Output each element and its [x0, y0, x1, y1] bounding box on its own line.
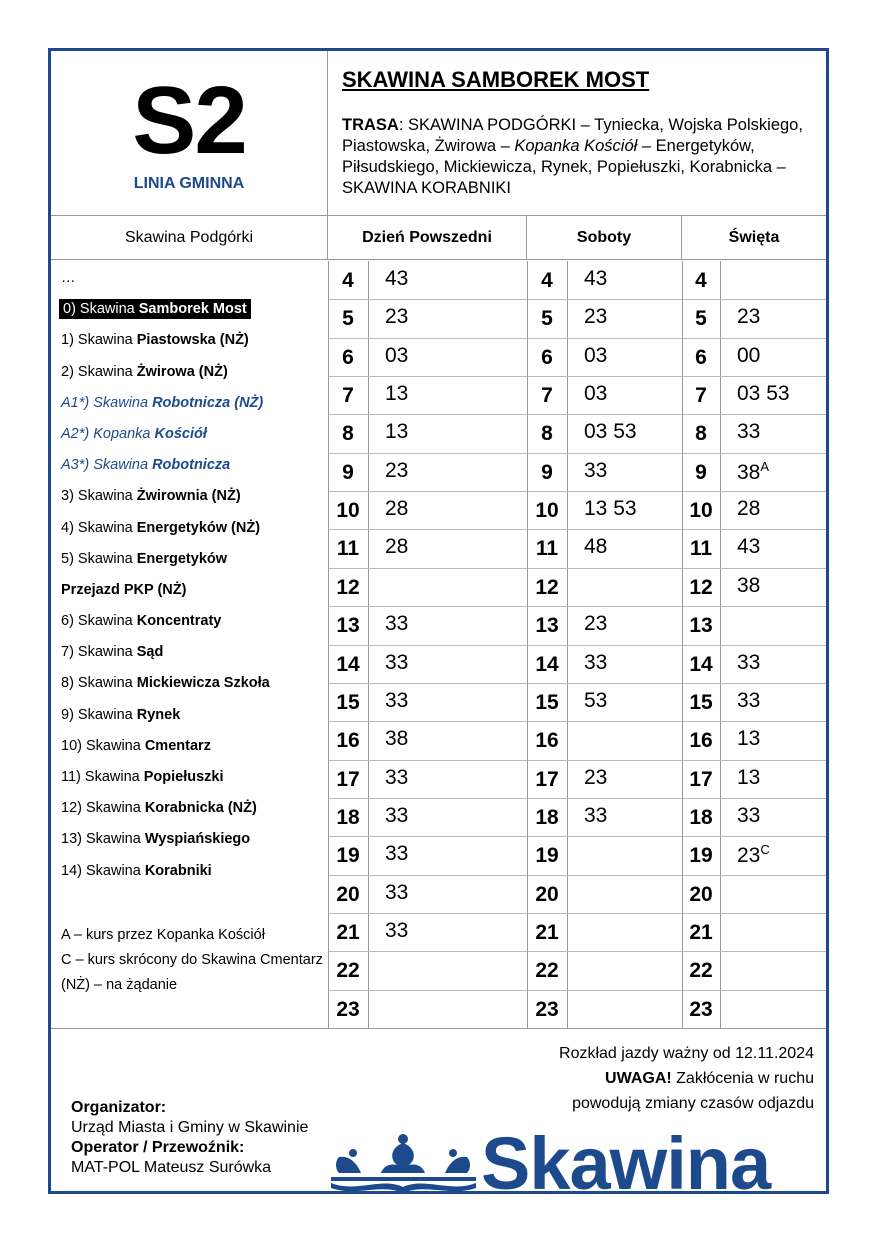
- row-divider: [683, 568, 826, 569]
- row-divider: [683, 951, 826, 952]
- row-divider: [528, 721, 682, 722]
- row-divider: [329, 491, 527, 492]
- departure-minutes: 33: [385, 803, 409, 827]
- stop-item: [61, 856, 326, 887]
- row-divider: [683, 836, 826, 837]
- row-divider: [329, 645, 527, 646]
- hour-label: 7: [695, 384, 707, 408]
- stop-item: [61, 793, 326, 824]
- hour-label: 20: [336, 882, 360, 906]
- row-divider: [528, 836, 682, 837]
- row-divider: [528, 645, 682, 646]
- hour-label: 20: [689, 882, 713, 906]
- hour-label: 13: [535, 614, 559, 638]
- departure-minutes: $38^A$: [737, 458, 770, 484]
- row-divider: [528, 529, 682, 530]
- row-divider: [329, 836, 527, 837]
- skawina-logo: [331, 1122, 826, 1194]
- departure-minutes: 33: [385, 842, 409, 866]
- departure-minutes: 33: [584, 650, 608, 674]
- stop-name: Energetyków: [136, 550, 228, 567]
- stop-prefix: 6) Skawina: [61, 613, 137, 630]
- hour-label: 8: [342, 422, 354, 446]
- departure-minutes: 23: [584, 612, 608, 636]
- departure-minutes: 23: [584, 305, 608, 329]
- route-description: [342, 115, 812, 199]
- stop-list: [61, 263, 326, 887]
- stop-item: [61, 481, 326, 512]
- row-divider: [329, 529, 527, 530]
- stop-item: [61, 388, 326, 419]
- hour-label: 11: [689, 537, 713, 561]
- stop-item: [61, 700, 326, 731]
- departure-minutes: 43: [584, 267, 608, 290]
- row-divider: [329, 299, 527, 300]
- hour-label: 21: [689, 920, 713, 944]
- route-text-2: – Energetyków, Piłsudskiego, Mickiewicza, Rynek, Popiełuszki, Korabnicka – SKAWINA KORABNIKI: [342, 137, 786, 197]
- hour-label: 16: [535, 729, 559, 753]
- row-divider: [329, 760, 527, 761]
- hour-label: 7: [342, 384, 354, 408]
- stop-prefix: 2) Skawina: [61, 363, 137, 380]
- stop-item: [61, 575, 326, 606]
- hour-label: 17: [535, 767, 559, 791]
- departure-minutes: 33: [385, 612, 409, 636]
- hour-label: 18: [535, 805, 559, 829]
- row-divider: [528, 568, 682, 569]
- hour-label: 9: [541, 460, 553, 484]
- hour-label: 23: [535, 997, 559, 1021]
- route-text-1: : SKAWINA PODGÓRKI – Tyniecka, Wojska Polskiego, Piastowska, Żwirowa –: [342, 116, 803, 155]
- operator-label: Operator / Przewoźnik:: [71, 1139, 245, 1156]
- divider: [328, 261, 329, 1028]
- hour-label: 9: [342, 460, 354, 484]
- valid-from: Rozkład jazdy ważny od 12.11.2024: [559, 1045, 814, 1062]
- crown-icon: [331, 1133, 476, 1194]
- row-divider: [329, 951, 527, 952]
- stop-name: Koncentraty: [136, 613, 222, 630]
- row-divider: [683, 529, 826, 530]
- hour-label: 12: [336, 575, 360, 599]
- hour-label: 9: [695, 460, 707, 484]
- stop-prefix: 8) Skawina: [61, 675, 137, 692]
- departure-minutes: 38: [737, 573, 761, 597]
- row-divider: [683, 990, 826, 991]
- stop-name: Korabnicka (NŻ): [144, 800, 257, 817]
- hour-label: 11: [535, 537, 559, 561]
- stop-item: [61, 731, 326, 762]
- row-divider: [528, 453, 682, 454]
- stop-prefix: …: [61, 270, 76, 286]
- hour-label: 23: [689, 997, 713, 1021]
- departure-minutes: 33: [737, 650, 761, 674]
- stop-prefix: 1) Skawina: [61, 332, 137, 349]
- column-holiday: Święta: [682, 216, 826, 260]
- stop-prefix: 12) Skawina: [61, 800, 145, 817]
- departure-minutes: 23: [584, 765, 608, 789]
- stop-item: [61, 762, 326, 793]
- hour-label: 22: [689, 959, 713, 983]
- departure-minutes: 23: [385, 305, 409, 329]
- row-divider: [683, 721, 826, 722]
- stop-name: Sąd: [136, 644, 164, 661]
- stop-prefix: 13) Skawina: [61, 831, 145, 848]
- line-number: S2: [132, 67, 246, 174]
- departure-minutes: 03: [584, 382, 608, 406]
- stop-name: Rynek: [136, 706, 181, 723]
- stop-name: Kościół: [154, 425, 207, 442]
- hour-label: 22: [535, 959, 559, 983]
- row-divider: [528, 798, 682, 799]
- hour-label: 10: [535, 499, 559, 523]
- row-divider: [683, 453, 826, 454]
- row-divider: [683, 338, 826, 339]
- stop-name: Popiełuszki: [143, 769, 224, 785]
- stop-item: [61, 325, 326, 356]
- departure-minutes: $23^C$: [737, 842, 770, 868]
- row-divider: [683, 760, 826, 761]
- departure-minutes: 03: [385, 343, 409, 367]
- row-divider: [329, 338, 527, 339]
- row-divider: [683, 875, 826, 876]
- hour-label: 19: [535, 844, 559, 868]
- departure-minutes: 03 53: [737, 382, 790, 406]
- operator-name: MAT-POL Mateusz Surówka: [71, 1159, 272, 1176]
- stop-header: [328, 51, 826, 216]
- stop-name: Korabniki: [144, 862, 212, 879]
- departure-minutes: 28: [385, 497, 409, 521]
- row-divider: [528, 491, 682, 492]
- divider: [51, 1028, 826, 1029]
- hour-label: 13: [689, 614, 713, 638]
- hour-label: 19: [689, 844, 713, 868]
- row-divider: [528, 606, 682, 607]
- hour-label: 21: [336, 920, 360, 944]
- row-divider: [528, 913, 682, 914]
- row-divider: [329, 721, 527, 722]
- footnote-marker: C: [760, 842, 770, 858]
- stop-prefix: 3) Skawina: [61, 488, 137, 505]
- stop-prefix: A1*) Skawina: [61, 394, 153, 411]
- departure-minutes: 33: [385, 918, 409, 942]
- departure-minutes: 33: [385, 688, 409, 712]
- row-divider: [329, 875, 527, 876]
- hour-label: 23: [336, 997, 360, 1021]
- stop-prefix: 4) Skawina: [61, 519, 137, 536]
- row-divider: [528, 338, 682, 339]
- stop-name: Cmentarz: [144, 737, 211, 754]
- departure-minutes: 33: [385, 880, 409, 904]
- hour-label: 10: [336, 499, 360, 523]
- warning-line-2: powodują zmiany czasów odjazdu: [572, 1095, 814, 1112]
- stop-name: Żwirowa (NŻ): [136, 363, 228, 380]
- stop-name: Energetyków (NŻ): [136, 519, 261, 536]
- row-divider: [528, 299, 682, 300]
- warning-line-1: [559, 1066, 814, 1091]
- hour-label: 12: [689, 575, 713, 599]
- warning-text-1: Zakłócenia w ruchu: [671, 1070, 814, 1087]
- hour-label: 15: [689, 690, 713, 714]
- departure-minutes: 13: [385, 382, 409, 406]
- stop-title: SKAWINA SAMBOREK MOST: [342, 67, 650, 92]
- hour-label: 21: [535, 920, 559, 944]
- stop-item: [61, 637, 326, 668]
- row-divider: [329, 990, 527, 991]
- departure-minutes: 33: [385, 650, 409, 674]
- row-divider: [528, 990, 682, 991]
- route-label: TRASA: [342, 116, 399, 134]
- row-divider: [683, 798, 826, 799]
- stop-name: Piastowska (NŻ): [136, 332, 249, 349]
- departure-minutes: 13: [737, 765, 761, 789]
- stop-name: Mickiewicza Szkoła: [136, 675, 270, 692]
- organizer-name: Urząd Miasta i Gminy w Skawinie: [71, 1119, 309, 1136]
- stop-name: Samborek Most: [138, 301, 247, 318]
- row-divider: [329, 606, 527, 607]
- footnote-marker: A: [760, 458, 770, 474]
- row-divider: [683, 683, 826, 684]
- hour-label: 7: [541, 384, 553, 408]
- stop-item: [61, 357, 326, 388]
- row-divider: [528, 951, 682, 952]
- departure-minutes: 33: [737, 803, 761, 827]
- departure-minutes: 23: [737, 305, 761, 329]
- hour-label: 18: [336, 805, 360, 829]
- hour-label: 8: [541, 422, 553, 446]
- stop-prefix: 9) Skawina: [61, 706, 137, 723]
- legend-note: A – kurs przez Kopanka Kościół: [61, 927, 265, 943]
- stop-prefix: 5) Skawina: [61, 550, 137, 567]
- current-stop-highlight: [59, 299, 251, 319]
- row-divider: [329, 376, 527, 377]
- hour-label: 5: [695, 307, 707, 331]
- hour-label: 10: [689, 499, 713, 523]
- stop-item: [61, 263, 326, 294]
- departure-minutes: 03 53: [584, 420, 637, 444]
- stop-name: Wyspiańskiego: [144, 831, 251, 848]
- hour-label: 12: [535, 575, 559, 599]
- hour-label: 6: [695, 345, 707, 369]
- row-divider: [683, 414, 826, 415]
- stop-item: [61, 668, 326, 699]
- column-weekday: Dzień Powszedni: [328, 216, 527, 260]
- row-divider: [329, 568, 527, 569]
- hour-label: 6: [541, 345, 553, 369]
- departure-minutes: 43: [385, 267, 409, 290]
- validity-note: [559, 1041, 814, 1116]
- departure-minutes: 13: [385, 420, 409, 444]
- departure-minutes: 33: [584, 803, 608, 827]
- stop-prefix: 7) Skawina: [61, 644, 137, 661]
- hour-label: 15: [336, 690, 360, 714]
- stop-name: Robotnicza (NŻ): [152, 394, 264, 411]
- stop-item: [61, 513, 326, 544]
- row-divider: [528, 875, 682, 876]
- departure-minutes: 03: [584, 343, 608, 367]
- warning-bold: UWAGA!: [605, 1070, 672, 1087]
- stop-item: [61, 419, 326, 450]
- stop-prefix: 11) Skawina: [61, 769, 144, 785]
- stop-item: [61, 544, 326, 575]
- departure-minutes: 33: [737, 688, 761, 712]
- column-saturday: Soboty: [527, 216, 682, 260]
- stop-prefix: A2*) Kopanka: [61, 425, 155, 442]
- logo-text: Skawina: [481, 1122, 771, 1194]
- row-divider: [528, 376, 682, 377]
- direction-header: Skawina Podgórki: [51, 216, 328, 260]
- departure-minutes: 33: [385, 765, 409, 789]
- legend-notes: [61, 923, 326, 998]
- departure-minutes: 33: [584, 458, 608, 482]
- row-divider: [683, 913, 826, 914]
- row-divider: [528, 414, 682, 415]
- hour-label: 19: [336, 844, 360, 868]
- hour-label: 5: [541, 307, 553, 331]
- stop-prefix: 14) Skawina: [61, 862, 145, 879]
- hour-label: 18: [689, 805, 713, 829]
- hour-label: 11: [336, 537, 360, 561]
- departure-minutes: 48: [584, 535, 608, 559]
- hour-label: 14: [689, 652, 713, 676]
- departure-minutes: 43: [737, 535, 761, 559]
- stop-item: [61, 824, 326, 855]
- hour-label: 6: [342, 345, 354, 369]
- departure-minutes: 28: [385, 535, 409, 559]
- row-divider: [329, 798, 527, 799]
- departure-minutes: 13 53: [584, 497, 637, 521]
- departure-minutes: 23: [385, 458, 409, 482]
- stop-item: [61, 450, 326, 481]
- stop-prefix: 10) Skawina: [61, 737, 145, 754]
- hour-label: 22: [336, 959, 360, 983]
- row-divider: [329, 453, 527, 454]
- hour-label: 15: [535, 690, 559, 714]
- stop-name: Żwirownia (NŻ): [136, 488, 241, 505]
- stop-prefix: 0) Skawina: [63, 301, 139, 318]
- departure-minutes: 33: [737, 420, 761, 444]
- hour-label: 16: [336, 729, 360, 753]
- hour-label: 8: [695, 422, 707, 446]
- timetable-frame: [48, 48, 829, 1194]
- organizer-block: [71, 1098, 308, 1178]
- hour-label: 20: [535, 882, 559, 906]
- hour-label: 4: [541, 269, 553, 292]
- row-divider: [528, 760, 682, 761]
- line-type: LINIA GMINNA: [133, 175, 245, 192]
- stop-item: [61, 606, 326, 637]
- departure-minutes: 28: [737, 497, 761, 521]
- row-divider: [329, 913, 527, 914]
- departure-minutes: 53: [584, 688, 608, 712]
- stop-name: Robotnicza: [152, 457, 231, 474]
- hour-label: 17: [689, 767, 713, 791]
- departure-minutes: 00: [737, 343, 761, 367]
- hour-label: 4: [695, 269, 707, 292]
- hour-label: 14: [336, 652, 360, 676]
- row-divider: [683, 645, 826, 646]
- line-header: [51, 51, 328, 216]
- hour-label: 17: [336, 767, 360, 791]
- row-divider: [683, 376, 826, 377]
- legend-note: C – kurs skrócony do Skawina Cmentarz: [61, 952, 323, 968]
- stop-item: [61, 294, 326, 325]
- row-divider: [683, 606, 826, 607]
- legend-note: (NŻ) – na żądanie: [61, 977, 178, 993]
- hour-label: 16: [689, 729, 713, 753]
- row-divider: [683, 491, 826, 492]
- stop-name: Przejazd PKP (NŻ): [61, 581, 187, 598]
- departure-minutes: 13: [737, 727, 761, 751]
- hour-label: 13: [336, 614, 360, 638]
- stop-prefix: A3*) Skawina: [61, 457, 153, 474]
- row-divider: [329, 414, 527, 415]
- departure-minutes: 38: [385, 727, 409, 751]
- route-text-italic: Kopanka Kościół: [514, 137, 638, 155]
- hour-label: 4: [342, 269, 354, 292]
- row-divider: [683, 299, 826, 300]
- hour-label: 5: [342, 307, 354, 331]
- hour-label: 14: [535, 652, 559, 676]
- row-divider: [528, 683, 682, 684]
- organizer-label: Organizator:: [71, 1099, 167, 1116]
- row-divider: [329, 683, 527, 684]
